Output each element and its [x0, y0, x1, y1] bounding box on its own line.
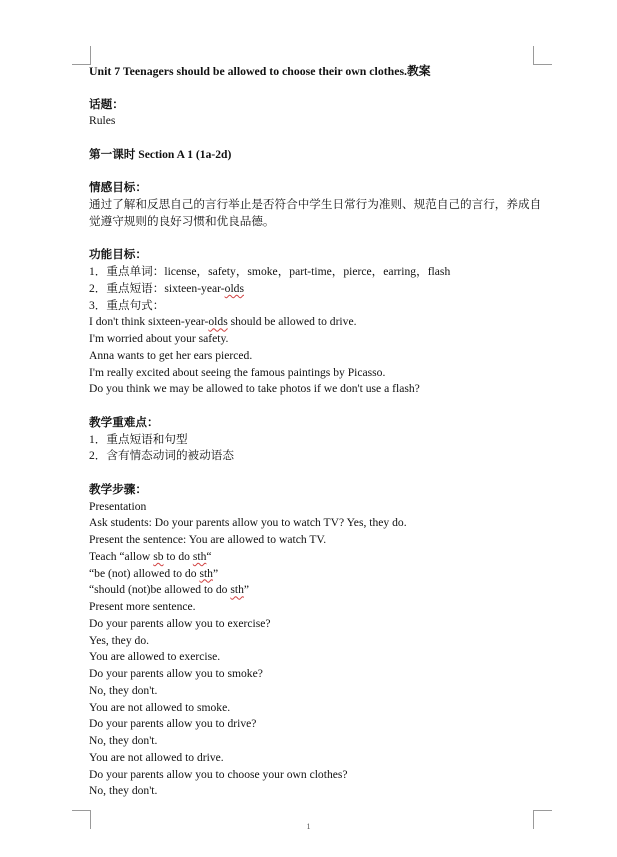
step-line: Do your parents allow you to smoke? — [89, 667, 263, 680]
topic-text: Rules — [89, 114, 116, 128]
step-line: You are not allowed to drive. — [89, 750, 224, 764]
lesson-heading: 第一课时 Section A 1 (1a-2d) — [89, 147, 232, 161]
step-line: Do your parents allow you to drive? — [89, 717, 257, 731]
step-line: Present the sentence: You are allowed to watch TV. — [89, 533, 327, 546]
step-line: You are not allowed to smoke. — [89, 700, 231, 714]
key-sentence-3: Anna wants to get her ears pierced. — [89, 348, 253, 362]
key-sentence-5: Do you think we may be allowed to take photos if we don't use a flash? — [89, 382, 420, 396]
document-body[interactable] — [89, 63, 549, 800]
step-line: Yes, they do. — [89, 633, 150, 647]
steps-heading: 教学步骤： — [89, 482, 147, 496]
step-line: Teach “allow sb to do sth“ — [89, 549, 212, 563]
key-point-1: 1．重点短语和句型 — [89, 432, 188, 446]
key-phrases: 2．重点短语：sixteen-year-olds — [89, 281, 244, 295]
page-number: 1 — [306, 822, 311, 831]
key-sentence-4: I'm really excited about seeing the famous paintings by Picasso. — [89, 365, 386, 379]
step-line: You are allowed to exercise. — [89, 650, 221, 664]
step-line: No, they don't. — [89, 734, 158, 747]
key-words: 1．重点单词：license，safety，smoke，part-time，pierce，earring，flash — [89, 265, 451, 278]
key-points-heading: 教学重难点： — [89, 415, 159, 429]
step-line: Presentation — [89, 499, 147, 513]
step-line: Ask students: Do your parents allow you to watch TV? Yes, they do. — [89, 516, 407, 530]
step-line: Do your parents allow you to exercise? — [89, 616, 271, 630]
topic-heading: 话题： — [89, 97, 124, 111]
key-sentences-label: 3．重点句式： — [89, 298, 165, 312]
key-point-2: 2．含有情态动词的被动语态 — [89, 449, 234, 463]
emotion-goal-text: 通过了解和反思自己的言行举止是否符合中学生日常行为准则、规范自己的言行，养成自觉遵守规则的良好习惯和优良品德。 — [89, 198, 542, 228]
step-line: Do your parents allow you to choose your own clothes? — [89, 767, 348, 781]
step-line: “be (not) allowed to do sth” — [89, 566, 219, 580]
step-line: “should (not)be allowed to do sth” — [89, 583, 250, 597]
function-goal-heading: 功能目标： — [89, 248, 147, 262]
key-sentence-1: I don't think sixteen-year-olds should be allowed to drive. — [89, 315, 357, 329]
emotion-goal-heading: 情感目标： — [89, 181, 147, 195]
step-line: No, they don't. — [89, 683, 158, 697]
step-line: No, they don't. — [89, 784, 158, 798]
step-line: Present more sentence. — [89, 600, 196, 613]
key-sentence-2: I'm worried about your safety. — [89, 332, 229, 345]
document-title: Unit 7 Teenagers should be allowed to choose their own clothes.教案 — [89, 64, 431, 78]
